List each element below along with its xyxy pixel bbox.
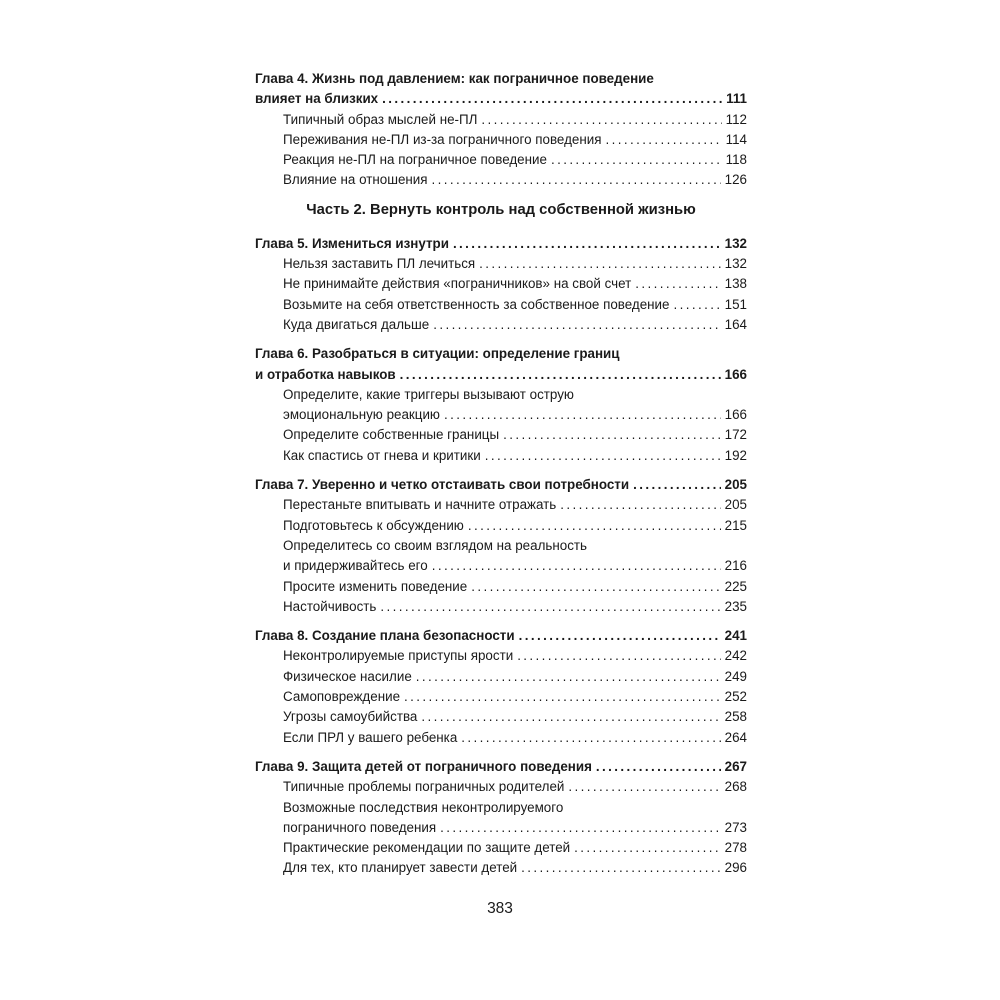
section-page: 296	[724, 860, 747, 876]
section-page: 172	[724, 427, 747, 443]
section-title: Типичный образ мыслей не-ПЛ	[283, 111, 478, 127]
dot-leader	[444, 405, 721, 425]
section-title: Определите собственные границы	[283, 427, 500, 443]
section-page: 278	[724, 840, 747, 856]
section-title: Влияние на отношения	[283, 172, 428, 188]
dot-leader	[605, 130, 721, 150]
dot-leader	[471, 577, 720, 597]
section-page: 252	[724, 689, 747, 705]
section-title: Неконтролируемые приступы ярости	[283, 648, 514, 664]
toc-section-entry[interactable]	[255, 646, 747, 666]
section-page: 132	[724, 256, 747, 272]
toc-section-entry[interactable]	[255, 818, 747, 838]
chapter-8-page: 241	[724, 628, 747, 644]
chapter-7-group	[255, 475, 747, 617]
chapter-5-group	[255, 234, 747, 335]
chapter-4-title: влияет на близких	[255, 91, 379, 107]
section-title: Типичные проблемы пограничных родителей	[283, 779, 565, 795]
toc-section-entry[interactable]	[255, 446, 747, 466]
dot-leader	[503, 425, 721, 445]
dot-leader	[433, 315, 720, 335]
dot-leader	[400, 365, 721, 385]
dot-leader	[551, 150, 722, 170]
chapter-8-group	[255, 626, 747, 748]
dot-leader	[574, 838, 721, 858]
section-page: 258	[724, 709, 747, 725]
section-page: 114	[725, 131, 747, 147]
dot-leader	[633, 475, 721, 495]
chapter-5-page: 132	[724, 235, 747, 251]
section-title: эмоциональную реакцию	[283, 407, 440, 423]
chapter-4-group	[255, 69, 747, 191]
chapter-5-entry[interactable]	[255, 234, 747, 254]
dot-leader	[481, 110, 721, 130]
dot-leader	[432, 170, 721, 190]
toc-section-entry[interactable]	[255, 274, 747, 294]
dot-leader	[468, 516, 721, 536]
dot-leader	[382, 89, 722, 109]
dot-leader	[521, 858, 721, 878]
section-title: Самоповреждение	[283, 689, 401, 705]
chapter-9-page: 267	[724, 758, 747, 774]
section-title: Нельзя заставить ПЛ лечиться	[283, 256, 476, 272]
dot-leader	[485, 446, 721, 466]
section-page: 138	[724, 276, 747, 292]
dot-leader	[519, 626, 721, 646]
section-page: 225	[724, 578, 747, 594]
section-title: Практические рекомендации по защите детей	[283, 840, 571, 856]
dot-leader	[461, 728, 720, 748]
dot-leader	[479, 254, 720, 274]
dot-leader	[404, 687, 721, 707]
toc-section-entry[interactable]	[255, 687, 747, 707]
section-title-line1: Определите, какие триггеры вызывают острую	[283, 386, 574, 402]
section-page: 166	[724, 407, 747, 423]
chapter-9-entry[interactable]	[255, 757, 747, 777]
dot-leader	[416, 667, 721, 687]
chapter-6-title: и отработка навыков	[255, 366, 396, 382]
dot-leader	[380, 597, 720, 617]
section-title: Как спастись от гнева и критики	[283, 447, 481, 463]
dot-leader	[432, 556, 721, 576]
chapter-7-entry[interactable]	[255, 475, 747, 495]
chapter-4-page: 111	[726, 91, 747, 107]
chapter-4-entry[interactable]	[255, 89, 747, 109]
chapter-8-entry[interactable]	[255, 626, 747, 646]
section-title: Перестаньте впитывать и начните отражать	[283, 497, 557, 513]
toc-section-entry[interactable]	[255, 254, 747, 274]
section-page: 249	[724, 668, 747, 684]
section-title: Физическое насилие	[283, 668, 412, 684]
toc-section-entry[interactable]	[255, 516, 747, 536]
section-page: 205	[724, 497, 747, 513]
section-title-line1: Возможные последствия неконтролируемого	[283, 799, 564, 815]
part-2-heading: Часть 2. Вернуть контроль над собственной жизнью	[306, 201, 696, 218]
section-title-line1: Определитесь со своим взглядом на реальность	[283, 537, 588, 553]
toc-section-entry[interactable]	[255, 728, 747, 748]
section-title: Просите изменить поведение	[283, 578, 468, 594]
toc-section-entry[interactable]	[255, 838, 747, 858]
section-title: Настойчивость	[283, 598, 377, 614]
section-title: Куда двигаться дальше	[283, 316, 430, 332]
section-page: 151	[724, 296, 747, 312]
section-title: Возьмите на себя ответственность за собственное поведение	[283, 296, 670, 312]
toc-section-entry[interactable]	[255, 556, 747, 576]
chapter-9-group	[255, 757, 747, 879]
table-of-contents	[255, 69, 747, 888]
section-page: 242	[724, 648, 747, 664]
toc-section-entry[interactable]	[255, 110, 747, 130]
dot-leader	[635, 274, 720, 294]
toc-section-entry[interactable]	[255, 170, 747, 190]
section-title: Реакция не-ПЛ на пограничное поведение	[283, 152, 547, 168]
dot-leader	[568, 777, 720, 797]
section-title: Для тех, кто планирует завести детей	[283, 860, 518, 876]
toc-section-entry[interactable]	[255, 777, 747, 797]
section-title: Если ПРЛ у вашего ребенка	[283, 729, 458, 745]
section-page: 112	[725, 111, 747, 127]
toc-section-entry[interactable]	[255, 295, 747, 315]
toc-section-entry[interactable]	[255, 707, 747, 727]
toc-section-entry[interactable]	[255, 150, 747, 170]
toc-section-entry[interactable]	[255, 577, 747, 597]
chapter-8-title: Глава 8. Создание плана безопасности	[255, 628, 515, 644]
section-title: и придерживайтесь его	[283, 558, 428, 574]
dot-leader	[453, 234, 721, 254]
chapter-7-title: Глава 7. Уверенно и четко отстаивать свои потребности	[255, 477, 630, 493]
section-page: 235	[724, 598, 747, 614]
toc-section-entry[interactable]	[255, 315, 747, 335]
chapter-7-page: 205	[724, 477, 747, 493]
section-page: 118	[725, 152, 747, 168]
toc-section-entry[interactable]	[255, 425, 747, 445]
toc-section-entry[interactable]	[255, 495, 747, 515]
page-number: 383	[487, 900, 513, 917]
toc-section-entry[interactable]	[255, 667, 747, 687]
toc-section-entry[interactable]	[255, 405, 747, 425]
section-title: Подготовьтесь к обсуждению	[283, 517, 464, 533]
section-page: 216	[724, 558, 747, 574]
dot-leader	[517, 646, 720, 666]
section-title: пограничного поведения	[283, 819, 437, 835]
section-title: Не принимайте действия «пограничников» на свой счет	[283, 276, 632, 292]
section-page: 164	[724, 316, 747, 332]
chapter-9-title: Глава 9. Защита детей от пограничного поведения	[255, 758, 592, 774]
toc-section-entry[interactable]	[255, 130, 747, 150]
dot-leader	[596, 757, 721, 777]
section-page: 273	[724, 819, 747, 835]
dot-leader	[560, 495, 720, 515]
chapter-4-title-line1: Глава 4. Жизнь под давлением: как пограничное поведение	[255, 71, 654, 86]
toc-section-entry[interactable]	[255, 858, 747, 878]
dot-leader	[421, 707, 720, 727]
chapter-6-entry[interactable]	[255, 365, 747, 385]
chapter-6-page: 166	[724, 366, 747, 382]
section-title: Угрозы самоубийства	[283, 709, 418, 725]
section-title: Переживания не-ПЛ из-за пограничного поведения	[283, 131, 602, 147]
section-page: 268	[724, 779, 747, 795]
chapter-6-group	[255, 344, 747, 466]
section-page: 192	[724, 447, 747, 463]
chapter-6-title-line1: Глава 6. Разобраться в ситуации: определение границ	[255, 346, 620, 362]
section-page: 215	[724, 517, 747, 533]
section-page: 126	[724, 172, 747, 188]
toc-section-entry[interactable]	[255, 597, 747, 617]
dot-leader	[440, 818, 721, 838]
section-page: 264	[724, 729, 747, 745]
chapter-5-title: Глава 5. Измениться изнутри	[255, 235, 449, 251]
dot-leader	[673, 295, 720, 315]
